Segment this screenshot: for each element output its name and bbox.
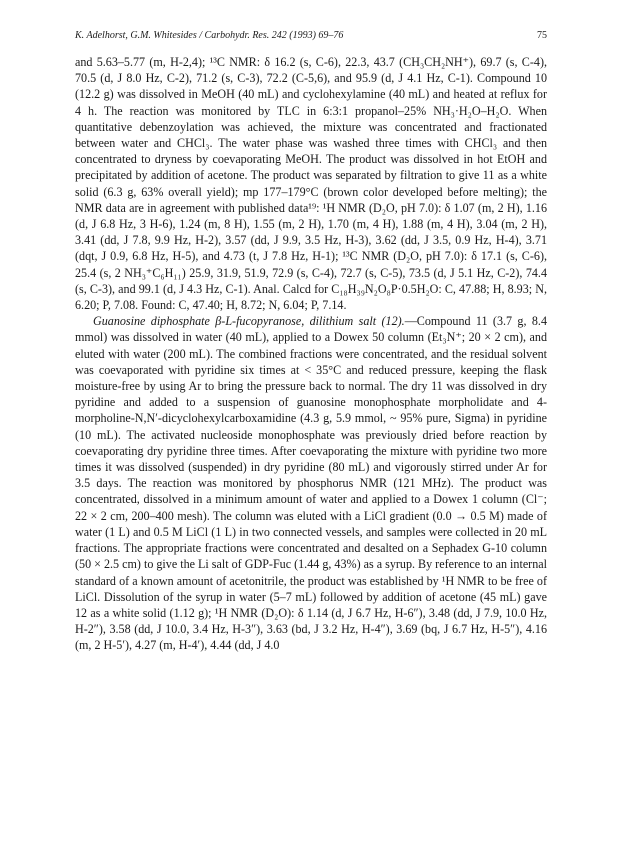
paragraph-compound-11 (75, 54, 547, 313)
page-number: 75 (537, 30, 547, 41)
page-header (75, 30, 547, 44)
paragraph-compound-12 (75, 313, 547, 653)
paragraph-text: —Compound 11 (3.7 g, 8.4 mmol) was dissolved in water (40 mL), applied to a Dowex 50 column (Et₃N⁺; 20 × 2 cm), and eluted with water (200 mL). The combined fractions were concentrated, and the residual solvent was coevaporated with pyridine six times at < 35°C and reduced pressure, keeping the flask moisture-free by using Ar to bring the pressure back to normal. The dry 11 was dissolved in dry pyridine and added to a suspension of guanosine monophosphate morpholidate and 4-morpholine-N,N′-dicyclohexylcarboxamidine (4.3 g, 5.9 mmol, ~ 95% pure, Sigma) in pyridine (10 mL). The activated nucleoside monophosphate was previously dried before reaction by coevaporating dry pyridine three times. After coevaporating the mixture with pyridine two more times it was dissolved (suspended) in dry pyridine (80 mL) and vigorously stirred under Ar for 3.5 days. The reaction was monitored by phosphorus NMR (121 MHz). The product was concentrated, dissolved in a minimum amount of water and applied to a Dowex 1 column (Cl⁻; 22 × 2 cm, 200–400 mesh). The column was eluted with a LiCl gradient (0.0 → 0.5 M) made of water (1 L) and 0.5 M LiCl (1 L) in two connected vessels, and samples were collected in 20 mL fractions. The appropriate fractions were concentrated and desalted on a Sephadex G-10 column (50 × 2.5 cm) to give the Li salt of GDP-Fuc (1.44 g, 43%) as a syrup. By reference to an internal standard of a known amount of acetonitrile, the product was established by ¹H NMR to be free of LiCl. Dissolution of the syrup in water (5–7 mL) followed by addition of acetone (45 mL) gave 12 as a white solid (1.12 g); ¹H NMR (D₂O): δ 1.14 (d, J 6.7 Hz, H-6″), 3.48 (dd, J 7.9, 10.0 Hz, H-2″), 3.58 (dd, J 10.0, 3.4 Hz, H-3″), 3.63 (bd, J 3.2 Hz, H-4″), 3.69 (bq, J 6.7 Hz, H-5″), 4.16 (m, 2 H-5′), 4.27 (m, H-4′), 4.44 (dd, J 4.0 (75, 314, 547, 653)
paragraph-lead-title: Guanosine diphosphate β-L-fucopyranose, dilithium salt (12). (93, 314, 405, 329)
paragraph-text: and 5.63–5.77 (m, H-2,4); ¹³C NMR: δ 16.2 (s, C-6), 22.3, 43.7 (CH₃CH₂NH⁺), 69.7 (s, C-4), 70.5 (d, J 8.0 Hz, C-2), 71.2 (s, C-3), 72.2 (C-5,6), and 95.9 (d, J 4.1 Hz, C-1). Compound 10 (12.2 g) was dissolved in MeOH (40 mL) and cyclohexylamine (40 mL) and heated at reflux for 4 h. The reaction was monitored by TLC in 6:3:1 propanol–25% NH₃·H₂O–H₂O. When quantitative debenzoylation was achieved, the mixture was concentrated and fractionated between water and CHCl₃. The water phase was washed three times with CHCl₃ and then concentrated to dryness by coevaporating MeOH. The product was dissolved in hot EtOH and precipitated by addition of acetone. The product was separated by filtration to give 11 as a white solid (6.3 g, 63% overall yield); mp 177–179°C (brown color developed before melting); the NMR data are in agreement with published data¹⁹: ¹H NMR (D₂O, pH 7.0): δ 1.07 (m, 2 H), 1.16 (d, J 6.8 Hz, 3 H-6), 1.24 (m, 8 H), 1.55 (m, 2 H), 1.70 (m, 4 H), 1.88 (m, 4 H), 3.04 (m, 2 H), 3.41 (dd, J 7.8, 9.9 Hz, H-2), 3.57 (dd, J 9.9, 3.5 Hz, H-3), 3.62 (dd, J 3.5, 0.9 Hz, H-4), 3.71 (dqt, J 0.9, 6.8 Hz, H-5), and 4.73 (t, J 7.8 Hz, H-1); ¹³C NMR (D₂O, pH 7.0): δ 17.1 (s, C-6), 25.4 (s, 2 NH₃⁺C₆H₁₁) 25.9, 31.9, 51.9, 72.9 (s, C-4), 72.7 (s, C-5), 73.5 (d, J 5.1 Hz, C-2), 74.4 (s, C-3), and 99.1 (d, J 4.3 Hz, C-1). Anal. Calcd for C₁₈H₃₉N₂O₈P·0.5H₂O: C, 47.88; H, 8.93; N, 6.20; P, 7.08. Found: C, 47.40; H, 8.72; N, 6.04; P, 7.14. (75, 55, 547, 313)
journal-page (75, 30, 547, 654)
article-body (75, 54, 547, 654)
running-title: K. Adelhorst, G.M. Whitesides / Carbohydr. Res. 242 (1993) 69–76 (75, 30, 344, 41)
